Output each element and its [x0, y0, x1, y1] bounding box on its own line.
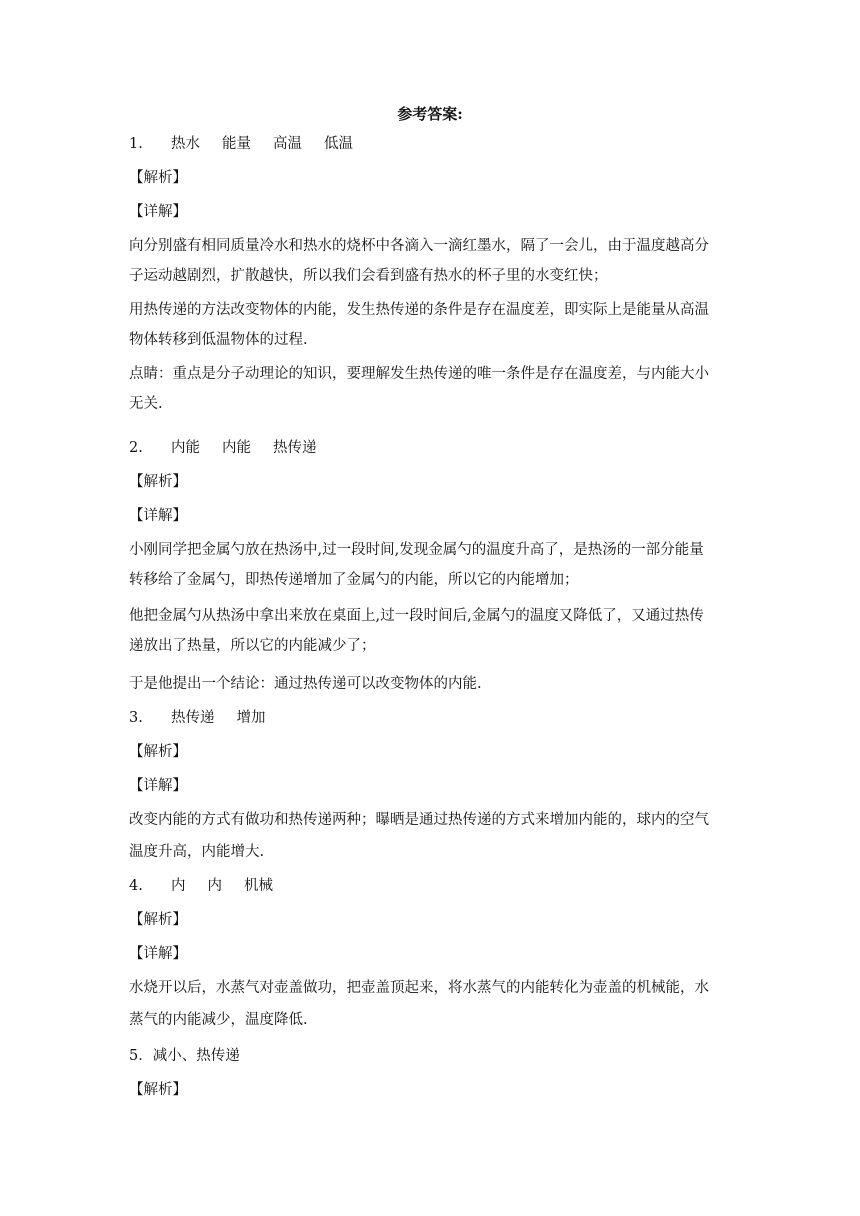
q5-analysis-label: 【解析】	[129, 1082, 187, 1098]
q3-answer-1: 热传递	[171, 710, 215, 726]
q2-text-line: 他把金属勺从热汤中拿出来放在桌面上,过一段时间后,金属勺的温度又降低了，又通过热传	[129, 608, 704, 624]
q4-detail-label: 【详解】	[129, 946, 187, 962]
q5-answer-line: 5．减小、热传递	[129, 1048, 240, 1064]
q2-text-line: 小刚同学把金属勺放在热汤中,过一段时间,发现金属勺的温度升高了，是热汤的一部分能量	[129, 542, 704, 558]
q4-answer-2: 内	[207, 878, 222, 894]
q4-answer-3: 机械	[244, 878, 273, 894]
q3-text-line: 改变内能的方式有做功和热传递两种；曝晒是通过热传递的方式来增加内能的，球内的空气	[129, 812, 709, 828]
q3-number: 3.	[129, 710, 143, 726]
q1-answer-line	[129, 134, 739, 154]
q3-text-line: 温度升高，内能增大.	[129, 844, 265, 860]
page-title: 参考答案:	[397, 105, 463, 123]
q2-answer-line	[129, 438, 739, 458]
q1-text-line: 无关.	[129, 396, 163, 412]
q4-text-line: 水烧开以后，水蒸气对壶盖做功，把壶盖顶起来，将水蒸气的内能转化为壶盖的机械能，水	[129, 980, 709, 996]
q3-detail-label: 【详解】	[129, 778, 187, 794]
q1-detail-label: 【详解】	[129, 204, 187, 220]
q1-answer-2: 能量	[222, 136, 251, 152]
q2-analysis-label: 【解析】	[129, 474, 187, 490]
q1-text-line: 子运动越剧烈，扩散越快，所以我们会看到盛有热水的杯子里的水变红快；	[129, 268, 608, 284]
q1-text-line: 用热传递的方法改变物体的内能，发生热传递的条件是存在温度差，即实际上是能量从高温	[129, 302, 709, 318]
q2-answer-1: 内能	[171, 440, 200, 456]
q4-analysis-label: 【解析】	[129, 912, 187, 928]
q2-answer-2: 内能	[222, 440, 251, 456]
q2-detail-label: 【详解】	[129, 508, 187, 524]
q1-answer-1: 热水	[171, 136, 200, 152]
q1-number: 1.	[129, 136, 143, 152]
q4-number: 4.	[129, 878, 143, 894]
q3-answer-line	[129, 708, 739, 728]
q2-text-line: 转移给了金属勺，即热传递增加了金属勺的内能，所以它的内能增加；	[129, 572, 579, 588]
q3-analysis-label: 【解析】	[129, 744, 187, 760]
q4-text-line: 蒸气的内能减少，温度降低.	[129, 1012, 308, 1028]
q2-answer-3: 热传递	[273, 440, 317, 456]
q3-answer-2: 增加	[236, 710, 266, 726]
q1-text-line: 物体转移到低温物体的过程.	[129, 332, 308, 348]
q1-text-line: 向分别盛有相同质量冷水和热水的烧杯中各滴入一滴红墨水，隔了一会儿，由于温度越高分	[129, 238, 709, 254]
q1-answer-4: 低温	[324, 136, 353, 152]
q2-number: 2.	[129, 440, 143, 456]
q2-text-line: 于是他提出一个结论：通过热传递可以改变物体的内能.	[129, 676, 482, 692]
q1-analysis-label: 【解析】	[129, 170, 187, 186]
q1-text-line: 点睛：重点是分子动理论的知识，要理解发生热传递的唯一条件是存在温度差，与内能大小	[129, 366, 709, 382]
q1-answer-3: 高温	[273, 136, 302, 152]
q4-answer-line	[129, 876, 739, 896]
q4-answer-1: 内	[171, 878, 186, 894]
q2-text-line: 递放出了热量，所以它的内能减少了；	[129, 638, 376, 654]
